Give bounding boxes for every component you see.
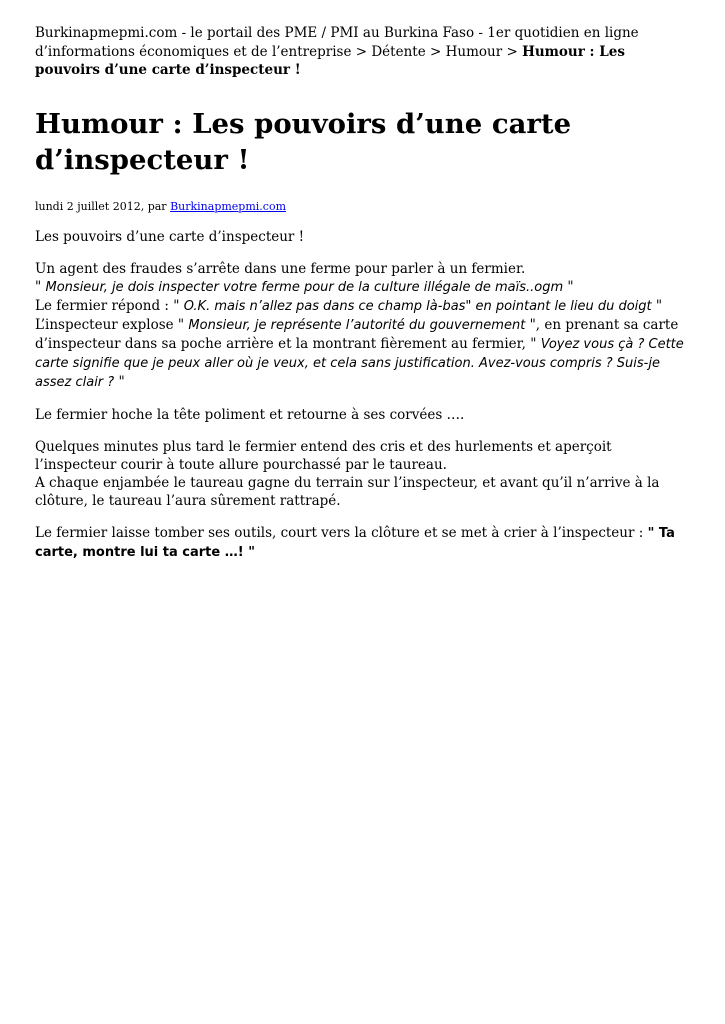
italic-quote: Monsieur, je dois inspecter votre ferme pour de la culture illégale de maïs..ogm (45, 279, 564, 295)
italic-quote: Monsieur, je représente l’autorité du gouvernement (188, 317, 526, 333)
breadcrumb-separator: > (502, 43, 523, 60)
article-paragraph-1: Les pouvoirs d’une carte d’inspecteur ! (35, 228, 305, 245)
article-title: Humour : Les pouvoirs d’une carte d’inspecteur ! (35, 107, 572, 176)
paragraph-text: ", en prenant sa carte d’inspecteur dans sa poche arrière et la montrant fièrement au fermier, " (35, 316, 679, 352)
italic-quote: Voyez vous çà ? Cette carte signifie que je peux aller où je veux, et cela sans justification. Avez-vous compris ? Suis-je assez clair ? (35, 336, 684, 390)
paragraph-text: A chaque enjambée le taureau gagne du terrain sur l’inspecteur, et avant qu’il n’arrive à la clôture, le taureau l’aura sûrement rattrapé. (35, 474, 660, 509)
paragraph-text: Un agent des fraudes s’arrête dans une ferme pour parler à un fermier. (35, 260, 526, 277)
breadcrumb-separator: > (351, 43, 372, 60)
paragraph-text: Le fermier laisse tomber ses outils, court vers la clôture et se met à crier à l’inspecteur : (35, 524, 648, 541)
breadcrumb-current: Humour : Les pouvoirs d’une carte d’inspecteur ! (35, 43, 625, 78)
article-paragraph-3: Le fermier hoche la tête poliment et retourne à ses corvées …. (35, 406, 465, 423)
breadcrumb-section[interactable]: Détente (371, 43, 426, 60)
breadcrumb (35, 24, 690, 80)
paragraph-text: " (114, 373, 125, 390)
breadcrumb-separator: > (425, 43, 446, 60)
author-link[interactable]: Burkinapmepmi.com (170, 199, 286, 213)
paragraph-text: " (35, 278, 46, 295)
article-date: lundi 2 juillet 2012, par (35, 199, 171, 213)
breadcrumb-site[interactable]: Burkinapmepmi.com - le portail des PME / PMI au Burkina Faso - 1er quotidien en ligne d’informations économiques et de l’entreprise (35, 25, 639, 60)
paragraph-text: Le fermier répond : " (35, 297, 184, 314)
article-paragraph-2 (35, 260, 690, 392)
breadcrumb-subsection[interactable]: Humour (445, 43, 503, 60)
paragraph-text: " (563, 278, 574, 295)
paragraph-text: Quelques minutes plus tard le fermier entend des cris et des hurlements et aperçoit l’inspecteur courir à toute allure pourchassé par le taureau. (35, 438, 612, 473)
paragraph-text: L’inspecteur explose " (35, 316, 189, 333)
paragraph-text: " (651, 297, 663, 314)
article-meta (35, 200, 690, 214)
bold-quote: " Ta carte, montre lui ta carte …! " (35, 525, 675, 560)
italic-quote: O.K. mais n’allez pas dans ce champ là-bas" en pointant le lieu du doigt (183, 298, 652, 314)
article-paragraph-5 (35, 524, 690, 562)
article-paragraph-4 (35, 438, 690, 510)
